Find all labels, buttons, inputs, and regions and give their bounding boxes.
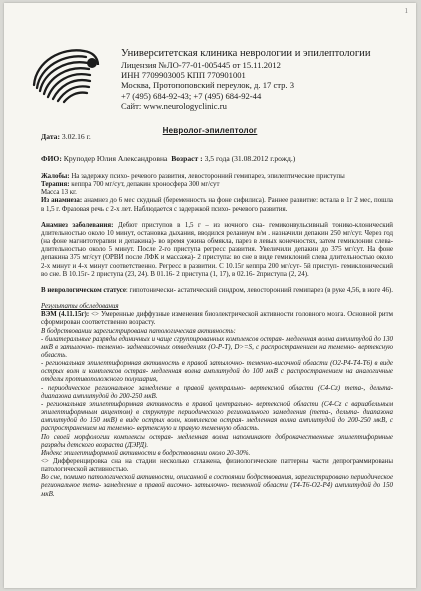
complaints-label: Жалобы: (41, 173, 70, 180)
anamnesis-text: анамнез до 6 мес скудный (беременность на фоне сифилиса). Раннее развитие: встала в 1г 2 мес, пошла в 1,5 г. Фразовая речь с 2-х лет. Наблюдается с задержкой психо- речевого развития. (41, 197, 393, 213)
site-line: Сайт: www.neurologyclinic.ru (121, 100, 227, 111)
therapy (41, 181, 393, 189)
disease-label: Анамнез заболевания: (41, 221, 114, 229)
complaints (41, 173, 393, 181)
fio-label: ФИО: (41, 154, 62, 163)
patient-age: 3,5 года (31.08.2012 г.рожд.) (204, 154, 296, 163)
neuro-status (41, 287, 393, 295)
anamnesis (41, 197, 393, 213)
veem (41, 311, 393, 327)
therapy-text: кеппра 700 мг/сут, депакин хроносфера 300 мг/сут (71, 181, 220, 189)
veem-text: <> Умеренные диффузные изменения биоэлектрической активности головного мозга. Основной ритм сформирован соответственно возрасту. (41, 311, 393, 327)
complaints-text: На задержку психо- речевого развития, левосторонний гемипарез, эпилептические приступы (71, 173, 345, 180)
license-line: Лицензия №ЛО-77-01-005445 от 15.11.2012 (121, 60, 281, 70)
finding-2: - региональная эпилептиформная активность в правой затылочно- теменно-височной области (O2-P4-T4-T6) в виде острых волн и комплексов острая- медленная волна амплитудой до 100 мкВ с распространением на аналогичные отделы противоположного полушария, (41, 360, 393, 384)
document-title: Невролог-эпилептолог (162, 126, 258, 135)
finding-5: По своей морфологии комплексы острая- медленная волна напоминают доброкачественные эпилептиформные разряды детского возраста (ДЭРД). (41, 433, 393, 449)
document-body (41, 173, 393, 499)
disease-text: Дебют приступов в 1,5 г – из ночного сна- гемиконвульсивный тонико-клонический длительностью около 10 минут, остановка дыхания, вводился реланиум в/м . назначили депакин 250 мг/сут. Через год (на фоне магнитотерапии и депакина)- во время ужина обмякла, парез в левых конечностях, затем гемиклонии слева- длительностью около 5 минут. После 2-го приступа регресс развития. Увеличили депакин до 375 мг/сут. На фоне депакина 375 мг/сут (ОРВИ после ЛФК и массажа)- 2 приступа: во сне в виде гемиклоний слева длительностью около 2-х минут и 4-х минут соответственно. Регресс в развитии. С 10.15г кеппра 200 мг/сут- 5й приступ- гемиклонический во сне. В 10.15г- 2 приступа (23, 24). В 01.16- 2 приступа (1, 17), в 02.16- 2приступа (2, 24). (41, 221, 393, 278)
date-value: 3.02.16 г. (61, 132, 91, 141)
patient-line (41, 154, 295, 163)
finding-0: В бодрствовании зарегистрирована патологическая активность: (41, 327, 236, 335)
phones-line: +7 (495) 684-92-43; +7 (495) 684-92-44 (121, 90, 262, 101)
results-heading: Результаты обследования (41, 303, 119, 311)
clinic-header (121, 48, 401, 111)
date-label: Дата: (41, 132, 60, 141)
clinic-name: Университетская клиника неврологии и эпилептологии (121, 48, 371, 59)
finding-1: - билатеральные разряды единичных и чаще сгруппированных комплексов острая- медленная волна амплитудой до 130 мкВ в затылочно- теменно- задневисочных отведениях (O-P-T), D>=S, с распространением на теменно- вертексную область. (41, 335, 393, 359)
patient-name: Круподер Юлия Александровна (63, 154, 168, 163)
status-label: В неврологическом статусе (41, 286, 126, 294)
anamnesis-label: Из анамнеза: (41, 197, 83, 205)
visit-date (41, 132, 91, 141)
weight: Масса 13 кг. (41, 189, 77, 197)
address-line: Москва, Протопоповский переулок, д. 17 стр. 3 (121, 80, 295, 91)
medical-document-page (4, 3, 416, 588)
sleep-note: Во сне, помимо патологической активности, описанной в состоянии бодрствования, зарегистрировано периодическое региональное тета- замедление в правой височно- затылочно- теменной области (T4-T6-O2-P4) амплитудой до 150 мкВ. (41, 474, 393, 498)
status-text: : гипотонически- астатический синдром, левосторонний гемипарез (в руке 4,56, в ноге 46). (125, 286, 393, 294)
finding-6: Индекс эпилептиформной активности в бодрствовании около 20-30%. (41, 449, 251, 457)
clinic-logo-icon (26, 41, 104, 107)
inn-line: ИНН 7709903005 КПП 770901001 (121, 70, 246, 81)
therapy-label: Терапия: (41, 181, 70, 189)
age-label: Возраст : (171, 154, 203, 163)
corner-mark: 1 (404, 7, 408, 15)
finding-3: - периодическое региональное замедление в правой центрально- вертексной области (C4-Cz) тета-, дельта- диапазона амплитудой до 200-250 мкВ. (41, 384, 393, 400)
disease-history (41, 222, 393, 279)
veem-label: ВЭМ (4.11.15г): (41, 311, 90, 319)
finding-4: - региональная эпилептиформная активность в правой центрально- вертексной области (C4-Cz с вариабельным эпилептиформным акцентом) в структуре периодического регионального замедления (тета-, дельта- диапазона амплитудой до 150 мкВ) в виде острых волн, комплексов острая- медленная волна амплитудой до 200-250 мкВ, с распространением на теменно- вертексную и правую теменную область. (41, 400, 393, 433)
diff-note: <> Дифференцировка сна на стадии несколько сглажена, физиологические паттерны части депрограммированы патологической активностью. (41, 458, 393, 474)
